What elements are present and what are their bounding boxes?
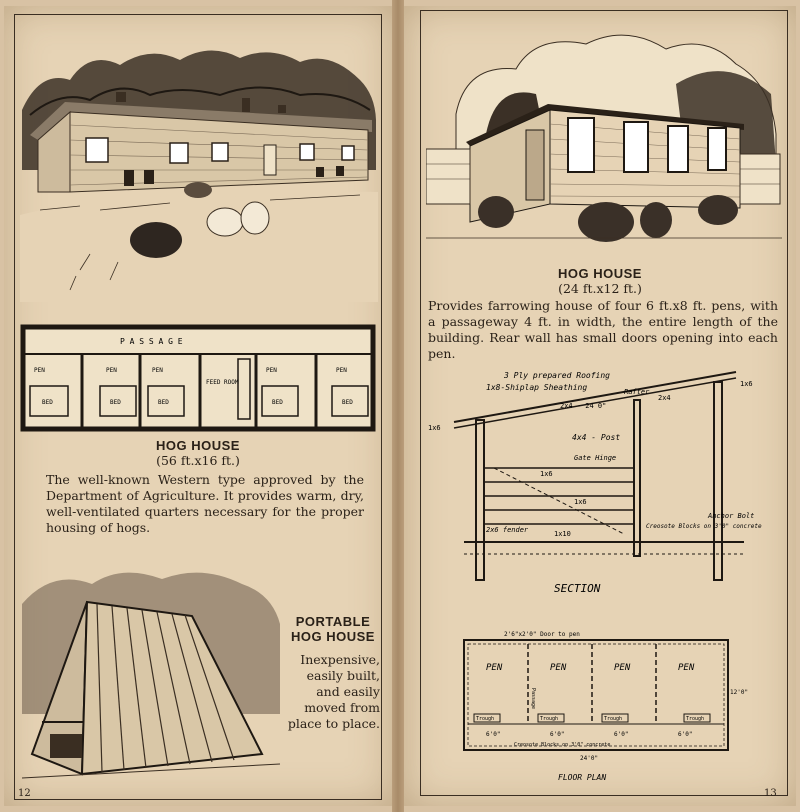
portable-desc-line: moved from — [304, 700, 380, 715]
small-hog-house-title: HOG HOUSE — [558, 266, 642, 281]
section-annotation-board1: 1x6 — [540, 470, 553, 478]
floor-plan-label: FLOOR PLAN — [558, 773, 607, 782]
small-hog-house-caption — [404, 266, 796, 296]
trough-label: Trough — [540, 716, 559, 722]
small-hog-house-illustration — [426, 24, 782, 260]
pen-label: PEN — [614, 663, 631, 673]
section-annotation-roofing: 3 Ply prepared Roofing — [504, 371, 610, 380]
pen-label: PEN — [266, 367, 277, 374]
pen-width-dim: 6'0" — [486, 731, 501, 738]
section-annotation-blocks: Creosote Blocks on 3'0" concrete — [646, 523, 762, 530]
portable-hog-house-description — [284, 652, 380, 732]
trough-label: Trough — [604, 716, 623, 722]
section-annotation-board2: 1x6 — [574, 498, 587, 506]
floor-plan-depth: 12'0" — [730, 689, 749, 696]
section-label: SECTION — [554, 582, 601, 595]
pen-label: PEN — [152, 367, 163, 374]
section-annotation-fender-size: 1x10 — [554, 530, 571, 538]
pen-label: PEN — [336, 367, 347, 374]
section-annotation-fender: 2x6 fender — [486, 526, 529, 534]
portable-hog-house-heading — [286, 614, 380, 644]
floor-plan-top-note: 2'6"x2'0" Door to pen — [504, 631, 580, 638]
portable-desc-line: Inexpensive, — [300, 652, 380, 667]
portable-hog-house-illustration — [22, 564, 284, 786]
section-annotation-left-size: 1x6 — [428, 424, 441, 432]
passage-label: Passage — [530, 688, 536, 710]
pen-label: PEN — [106, 367, 117, 374]
section-annotation-sheathing: 1x8-Shiplap Sheathing — [486, 383, 588, 392]
portable-title-line1: PORTABLE — [295, 614, 371, 629]
large-hog-house-caption — [4, 438, 392, 468]
bed-label: BED — [110, 399, 121, 406]
pen-width-dim: 6'0" — [614, 731, 629, 738]
pen-label: PEN — [678, 663, 695, 673]
small-hog-house-floor-plan — [458, 628, 750, 788]
bed-label: BED — [158, 399, 169, 406]
feed-room-label: FEED ROOM — [206, 379, 239, 386]
section-annotation-rafter-size: 2x4 - 24 0" — [560, 402, 607, 410]
left-page — [4, 6, 392, 806]
trough-label: Trough — [686, 716, 705, 722]
floor-plan-bottom-note: Creosote Blocks on 3'0" concrete — [514, 742, 611, 748]
bed-label: BED — [342, 399, 353, 406]
large-hog-house-floor-plan — [20, 324, 376, 432]
section-annotation-right-size: 2x4 — [658, 394, 671, 402]
large-hog-house-title: HOG HOUSE — [156, 438, 240, 453]
pen-width-dim: 6'0" — [550, 731, 565, 738]
portable-desc-line: place to place. — [287, 716, 380, 731]
portable-desc-line: and easily — [316, 684, 380, 699]
small-hog-house-dimensions: (24 ft.x12 ft.) — [558, 281, 642, 296]
section-annotation-tr-size: 1x6 — [740, 380, 753, 388]
portable-title-line2: HOG HOUSE — [291, 629, 375, 644]
pen-label: PEN — [486, 663, 503, 673]
bed-label: BED — [42, 399, 53, 406]
portable-desc-line: easily built, — [306, 668, 380, 683]
pen-label: PEN — [550, 663, 567, 673]
section-annotation-anchor: Anchor Bolt — [708, 512, 755, 520]
large-hog-house-dimensions: (56 ft.x16 ft.) — [156, 453, 240, 468]
pen-label: PEN — [34, 367, 45, 374]
pen-width-dim: 6'0" — [678, 731, 693, 738]
large-hog-house-illustration — [20, 40, 378, 302]
small-hog-house-description: Provides farrowing house of four 6 ft.x8 ft. pens, with a passageway 4 ft. in width, the entire length of the building. Rear wall has small doors opening into each pen. — [428, 298, 778, 361]
section-annotation-gate-hinge: Gate Hinge — [574, 454, 617, 462]
trough-label: Trough — [476, 716, 495, 722]
book-gutter — [392, 0, 404, 812]
section-drawing — [424, 364, 774, 602]
section-annotation-rafter: Rafter — [624, 388, 650, 396]
large-hog-house-description: The well-known Western type approved by the Department of Agriculture. It provides warm, dry, well-ventilated quarters necessary for the proper housing of hogs. — [46, 472, 364, 535]
right-page — [404, 6, 796, 806]
bed-label: BED — [272, 399, 283, 406]
section-annotation-post: 4x4 - Post — [572, 433, 621, 442]
floor-plan-length: 24'0" — [580, 755, 599, 762]
right-page-number: 13 — [764, 788, 777, 799]
left-page-number: 12 — [18, 788, 31, 799]
passage-label: P A S S A G E — [120, 337, 183, 346]
